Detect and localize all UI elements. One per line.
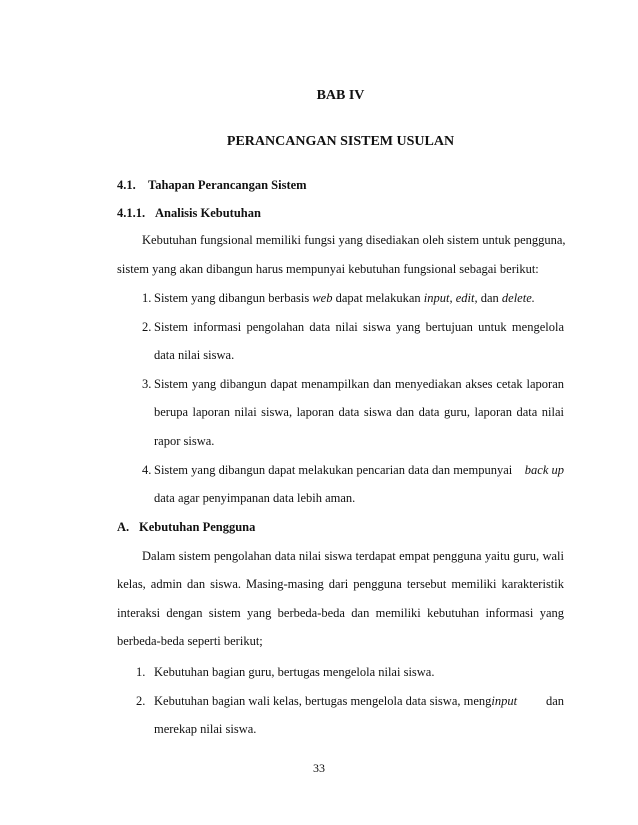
subsection-heading-text: Analisis Kebutuhan <box>155 206 261 220</box>
list-item-number: 4. <box>142 463 152 477</box>
section-heading-text: Tahapan Perancangan Sistem <box>148 178 307 192</box>
subsection-label: A. <box>117 520 130 534</box>
list-item-text: Kebutuhan bagian guru, bertugas mengelola nilai siswa. <box>154 665 435 679</box>
list-item-text: Sistem informasi pengolahan data nilai siswa yang bertujuan untuk mengelola <box>154 320 564 334</box>
paragraph-line: berbeda-beda seperti berikut; <box>117 634 263 648</box>
list-item-text-continued: berupa laporan nilai siswa, laporan data siswa dan data guru, laporan data nilai <box>154 405 564 419</box>
list-item-number: 1. <box>142 291 152 305</box>
list-item-number: 3. <box>142 377 152 391</box>
list-item-text: Kebutuhan bagian wali kelas, bertugas mengelola data siswa, menginput dan <box>154 694 564 708</box>
chapter-title: PERANCANGAN SISTEM USULAN <box>226 134 455 149</box>
paragraph-line: interaksi dengan sistem yang berbeda-beda dan memiliki kebutuhan informasi yang <box>117 606 564 620</box>
list-item-number: 1. <box>136 665 146 679</box>
list-item-text: Sistem yang dibangun dapat melakukan pencarian data dan mempunyai back up <box>154 463 564 477</box>
paragraph-line: kelas, admin dan siswa. Masing-masing dari pengguna tersebut memiliki karakteristik <box>117 577 564 591</box>
list-item-text-continued: data nilai siswa. <box>154 348 235 362</box>
list-item-number: 2. <box>136 694 146 708</box>
chapter-number: BAB IV <box>316 88 365 103</box>
subsection-title: Kebutuhan Pengguna <box>139 520 256 534</box>
section-heading-number: 4.1. <box>117 178 136 192</box>
list-item-text: Sistem yang dibangun berbasis web dapat melakukan input, edit, dan delete. <box>154 291 535 305</box>
list-item-text-continued: rapor siswa. <box>154 434 215 448</box>
page-number: 33 <box>313 761 325 775</box>
subsection-heading-number: 4.1.1. <box>117 206 146 220</box>
list-item-number: 2. <box>142 320 152 334</box>
intro-line-2: sistem yang akan dibangun harus mempunyai kebutuhan fungsional sebagai berikut: <box>117 262 539 276</box>
list-item-text-continued: merekap nilai siswa. <box>154 722 257 736</box>
list-item-text-continued: data agar penyimpanan data lebih aman. <box>154 491 356 505</box>
list-item-text: Sistem yang dibangun dapat menampilkan dan menyediakan akses cetak laporan <box>154 377 564 391</box>
intro-line-1: Kebutuhan fungsional memiliki fungsi yang disediakan oleh sistem untuk pengguna, <box>142 233 566 247</box>
paragraph-line: Dalam sistem pengolahan data nilai siswa terdapat empat pengguna yaitu guru, wali <box>142 549 564 563</box>
